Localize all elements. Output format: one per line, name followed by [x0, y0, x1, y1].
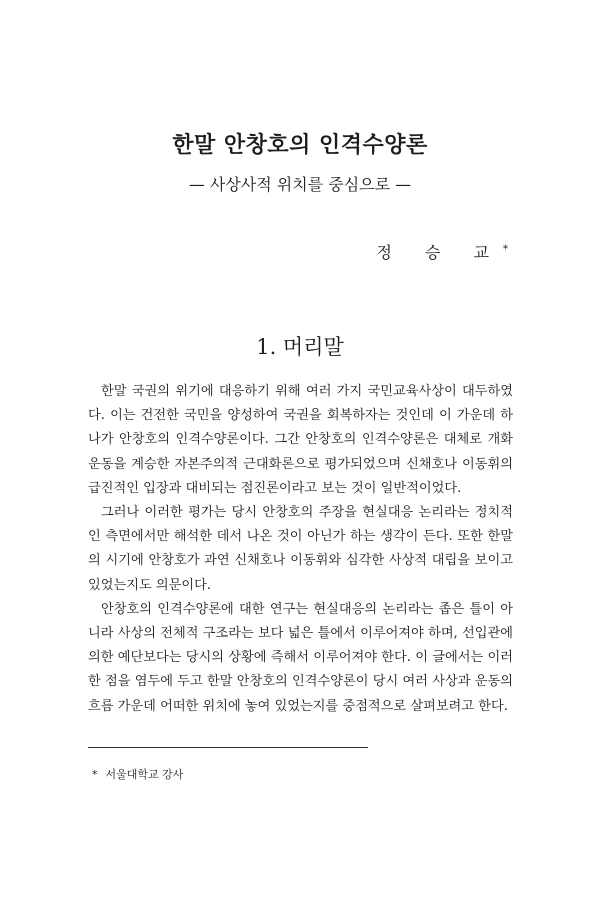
author-name: 정 승 교 — [376, 243, 503, 262]
footnote — [92, 766, 183, 782]
footnote-mark: * — [92, 768, 98, 781]
footnote-text: 서울대학교 강사 — [105, 768, 184, 781]
paragraph-1: 한말 국권의 위기에 대응하기 위해 여러 가지 국민교육사상이 대두하였다. 이는 건전한 국민을 양성하여 국권을 회복하자는 것인데 이 가운데 하나가 안창호의 인격수양론이다. 그간 안창호의 인격수양론은 대체로 개화운동을 계승한 자본주의적 근대화론으로 평가되었으며 신채호나 이동휘의 급진적인 입장과 대비되는 점진론이라고 보는 것이 일반적이었다. — [88, 384, 513, 496]
paper-title: 한말 안창호의 인격수양론 — [172, 132, 428, 158]
body-text — [88, 380, 513, 719]
author-line — [376, 240, 508, 263]
author-footnote-mark: * — [503, 244, 508, 255]
paragraph-2: 그러나 이러한 평가는 당시 안창호의 주장을 현실대응 논리라는 정치적인 측면에서만 해석한 데서 나온 것이 아닌가 하는 생각이 든다. 또한 한말의 시기에 안창호가 과연 신채호나 이동휘와 심각한 사상적 대립을 보이고 있었는지도 의문이다. — [88, 505, 513, 593]
paragraph-3: 안창호의 인격수양론에 대한 연구는 현실대응의 논리라는 좁은 틀이 아니라 사상의 전체적 구조라는 보다 넓은 틀에서 이루어져야 하며, 선입관에 의한 예단보다는 당시의 상황에 즉해서 이루어져야 한다. 이 글에서는 이러한 점을 염두에 두고 한말 안창호의 인격수양론이 당시 여러 사상과 운동의 흐름 가운데 어떠한 위치에 놓여 있었는지를 중점적으로 살펴보려고 한다. — [88, 601, 513, 714]
paper-subtitle: — 사상사적 위치를 중심으로 — — [188, 175, 412, 194]
section-heading: 1. 머리말 — [256, 335, 344, 359]
footnote-divider — [88, 747, 368, 748]
